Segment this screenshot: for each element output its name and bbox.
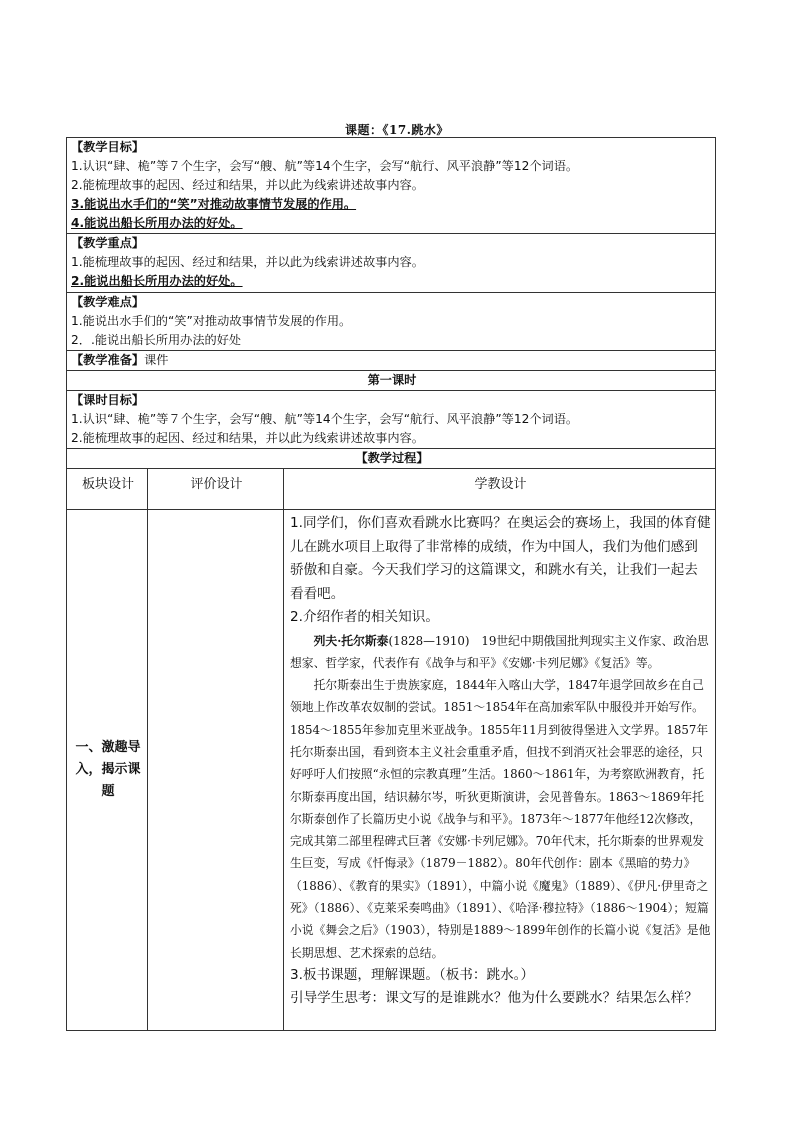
lesson-goals-heading: 【课时目标】 — [71, 393, 145, 407]
topic-paragraph: 3.板书课题，理解课题。（板书：跳水。） — [290, 966, 535, 983]
goals-row — [67, 138, 716, 234]
key-points-heading: 【教学重点】 — [71, 236, 145, 250]
column-header: 评价设计 — [148, 469, 284, 510]
process-heading-row — [67, 449, 716, 469]
section-row — [67, 510, 716, 1031]
difficulty-item: 2．.能说出船长所用办法的好处 — [71, 333, 242, 347]
goal-item: 3.能说出水手们的“笑”对推动故事情节发展的作用。 — [71, 197, 357, 211]
biography-paragraph: 托尔斯泰出生于贵族家庭，1844年入喀山大学，1847年退学回故乡在自己领地上作改革农奴制的尝试。1851～1854年在高加索军队中服役并开始写作。1854～1855年参加克里米亚战争。1855年11月到彼得堡进入文学界。1857年托尔斯泰出国，看到资本主义社会重重矛盾，但找不到消灭社会罪恶的途径，只好呼吁人们按照“永恒的宗教真理”生活。1860～1861年，为考察欧洲教育，托尔斯泰再度出国，结识赫尔岑，听狄更斯演讲，会见普鲁东。1863～1869年托尔斯泰创作了长篇历史小说《战争与和平》。1873年～1877年他经12次修改，完成其第二部里程碑式巨著《安娜·卡列尼娜》。70年代末，托尔斯泰的世界观发生巨变，写成《忏悔录》（1879－1882）。80年代创作：剧本《黑暗的势力》（1886）、《教育的果实》（1891），中篇小说《魔鬼》（1889）、《伊凡·伊里奇之死》（1886）、《克莱采奏鸣曲》（1891）、《哈泽·穆拉特》（1886～1904）；短篇小说《舞会之后》（1903），特别是1889～1899年创作的长篇小说《复活》是他长期思想、艺术探索的总结。 — [290, 678, 711, 960]
lesson-goals-row — [67, 391, 716, 449]
preparation-heading: 【教学准备】 — [71, 353, 145, 367]
key-point-item: 2.能说出船长所用办法的好处。 — [71, 274, 243, 288]
question-paragraph: 引导学生思考：课文写的是谁跳水？他为什么要跳水？结果怎么样？ — [290, 990, 698, 1007]
evaluation-cell — [148, 510, 284, 1031]
author-paragraph — [290, 630, 711, 675]
column-header: 板块设计 — [67, 469, 148, 510]
intro-paragraph: 1.同学们，你们喜欢看跳水比赛吗？在奥运会的赛场上，我国的体育健儿在跳水项目上取得了非常棒的成绩，作为中国人，我们为他们感到骄傲和自豪。今天我们学习的这篇课文，和跳水有关，让我们一起去看看吧。 — [290, 515, 711, 602]
difficulties-heading: 【教学难点】 — [71, 295, 145, 309]
column-header: 学教设计 — [284, 469, 716, 510]
difficulty-item: 1.能说出水手们的“笑”对推动故事情节发展的作用。 — [71, 314, 352, 328]
page-title: 课题：《17.跳水》 — [345, 123, 449, 137]
lesson-plan-table — [66, 137, 716, 1031]
goal-item: 4.能说出船长所用办法的好处。 — [71, 216, 243, 230]
lesson-goal-item: 1.认识“肆、桅”等７个生字，会写“艘、航”等14个生字，会写“航行、风平浪静”等12个词语。 — [71, 412, 579, 426]
goals-heading: 【教学目标】 — [71, 140, 145, 154]
lesson-one-heading: 第一课时 — [67, 371, 716, 391]
section-label: 一、激趣导入，揭示课题 — [67, 510, 148, 1031]
difficulties-row — [67, 293, 716, 351]
author-name: 列夫·托尔斯泰 — [313, 633, 389, 648]
key-points-row — [67, 234, 716, 293]
key-point-item: 1.能梳理故事的起因、经过和结果，并以此为线索讲述故事内容。 — [71, 255, 424, 269]
column-header-row — [67, 469, 716, 510]
preparation-row — [67, 351, 716, 371]
author-intro-paragraph: 2.介绍作者的相关知识。 — [290, 609, 439, 625]
process-heading: 【教学过程】 — [67, 449, 716, 469]
preparation-value: 课件 — [144, 353, 169, 367]
goal-item: 1.认识“肆、桅”等７个生字，会写“艘、航”等14个生字，会写“航行、风平浪静”等12个词语。 — [71, 159, 579, 173]
lesson-one-row — [67, 371, 716, 391]
teaching-content-cell — [284, 510, 716, 1031]
lesson-goal-item: 2.能梳理故事的起因、经过和结果，并以此为线索讲述故事内容。 — [71, 431, 424, 445]
goal-item: 2.能梳理故事的起因、经过和结果，并以此为线索讲述故事内容。 — [71, 178, 424, 192]
author-info: (1828—1910) 19世纪中期俄国批判现实主义作家、政治思想家、哲学家，代表作有《战争与和平》《安娜·卡列尼娜》《复活》等。 — [290, 633, 709, 670]
